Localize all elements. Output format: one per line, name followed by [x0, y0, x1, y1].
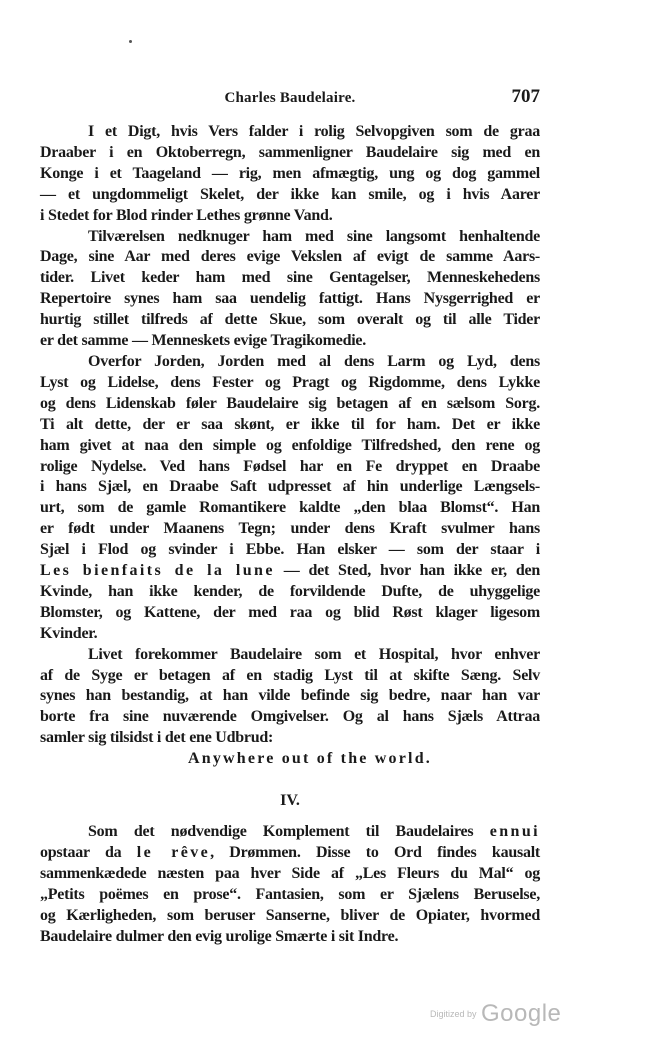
text-line: borte fra sine nuværende Omgivelser. Og al hans Sjæls Attraa [40, 708, 540, 726]
text-line: Kvinde, han ikke kender, de forvildende Dufte, de uhyggelige [40, 582, 540, 600]
text-line: er født under Maanens Tegn; under dens Kraft svulmer hans [40, 520, 540, 538]
text-line: Draaber i en Oktoberregn, sammenligner Baudelaire sig med en [40, 143, 540, 161]
text-line: Konge i et Taageland — rig, men afmægtig, ung og dog gammel [40, 164, 540, 182]
emphasized-word: le rêve [136, 843, 211, 861]
google-logo: Google [480, 1000, 562, 1027]
text-line: i hans Sjæl, en Draabe Saft udpresset af hin underlige Længsels- [40, 478, 540, 496]
text-line: Lyst og Lidelse, dens Fester og Pragt og Rigdomme, dens Lykke [40, 373, 540, 391]
running-head: Charles Baudelaire. [224, 90, 356, 106]
body-text-section-4 [40, 822, 540, 947]
text-fragment: opstaar da [40, 843, 137, 861]
paragraph-4 [40, 645, 540, 770]
text-line [0, 843, 540, 864]
text-line: Baudelaire dulmer den evig urolige Smærte i sit Indre. [40, 927, 399, 945]
text-fragment: — det Sted, hvor han ikke er, den [274, 562, 540, 580]
digitized-watermark [430, 1000, 561, 1028]
text-line [40, 822, 540, 843]
text-line: ham givet at naa den simple og enfoldige Tilfredshed, den rene og [40, 436, 540, 454]
text-line: Sjæl i Flod og svinder i Ebbe. Han elsker — som der staar i [40, 541, 540, 559]
text-line: hurtig stillet tilfreds af dette Skue, som overalt og til alle Tider [40, 311, 540, 329]
text-line: og dens Lidenskab føler Baudelaire sig betagen af en sælsom Sorg. [40, 394, 540, 412]
text-line: Blomster, og Kattene, der med raa og blid Røst klager ligesom [40, 603, 540, 621]
text-line: tider. Livet keder ham med sine Gentagelser, Menneskehedens [40, 269, 540, 287]
text-line: — et ungdommeligt Skelet, der ikke kan smile, og i hvis Aarer [40, 185, 540, 203]
title-reference: Les bienfaits de la lune [40, 562, 275, 580]
text-line: sammenkædede næsten paa hver Side af „Les Fleurs du Mal“ og [40, 864, 540, 882]
text-line [0, 561, 540, 582]
text-fragment: , Drømmen. Disse to Ord findes kausalt [210, 843, 540, 861]
text-line: i Stedet for Blod rinder Lethes grønne Vand. [40, 206, 333, 224]
paragraph-5 [40, 822, 540, 947]
text-line: Dage, sine Aar med deres evige Vekslen af evigt de samme Aars- [40, 248, 540, 266]
watermark-prefix: Digitized by [430, 1009, 477, 1019]
text-line: Livet forekommer Baudelaire som et Hospital, hvor enhver [88, 645, 540, 663]
text-line: og Kærligheden, som beruser Sanserne, bliver de Opiater, hvormed [40, 906, 540, 924]
text-line: I et Digt, hvis Vers falder i rolig Selvopgiven som de graa [88, 123, 540, 140]
text-line: „Petits poëmes en prose“. Fantasien, som er Sjælens Beruselse, [40, 885, 540, 903]
section-number: IV. [280, 792, 300, 809]
text-line: af de Syge er betagen af en stadig Lyst til at skifte Sæng. Selv [40, 666, 540, 684]
text-line: Kvinder. [40, 624, 98, 642]
text-line: samler sig tilsidst i det ene Udbrud: [40, 729, 274, 747]
paragraph-2 [40, 227, 540, 352]
body-text [40, 122, 540, 770]
speck [129, 40, 132, 43]
text-line: er det samme — Menneskets evige Tragikomedie. [40, 332, 367, 350]
text-line: Ti alt dette, der er saa skønt, er ikke til for ham. Det er ikke [40, 415, 540, 433]
quotation: Anywhere out of the world. [187, 750, 432, 768]
text-line: urt, som de gamle Romantikere kaldte „den blaa Blomst“. Han [40, 499, 540, 517]
emphasized-word: ennui [489, 823, 540, 840]
text-line: Overfor Jorden, Jorden med al dens Larm og Lyd, dens [88, 352, 540, 370]
paragraph-1 [40, 122, 540, 227]
text-fragment: Som det nødvendige Komplement til Baudelaires [88, 823, 490, 840]
page-header [40, 86, 540, 112]
page-number: 707 [511, 86, 540, 107]
text-line: rolige Nydelse. Ved hans Fødsel har en Fe dryppet en Draabe [40, 457, 540, 475]
text-line: synes han bestandig, at han vilde befinde sig bedre, naar han var [40, 687, 540, 705]
text-line: Repertoire synes ham saa uendelig fattigt. Hans Nysgerrighed er [40, 290, 540, 308]
text-line: Tilværelsen nedknuger ham med sine langsomt henhaltende [88, 227, 540, 245]
paragraph-3 [40, 352, 540, 645]
